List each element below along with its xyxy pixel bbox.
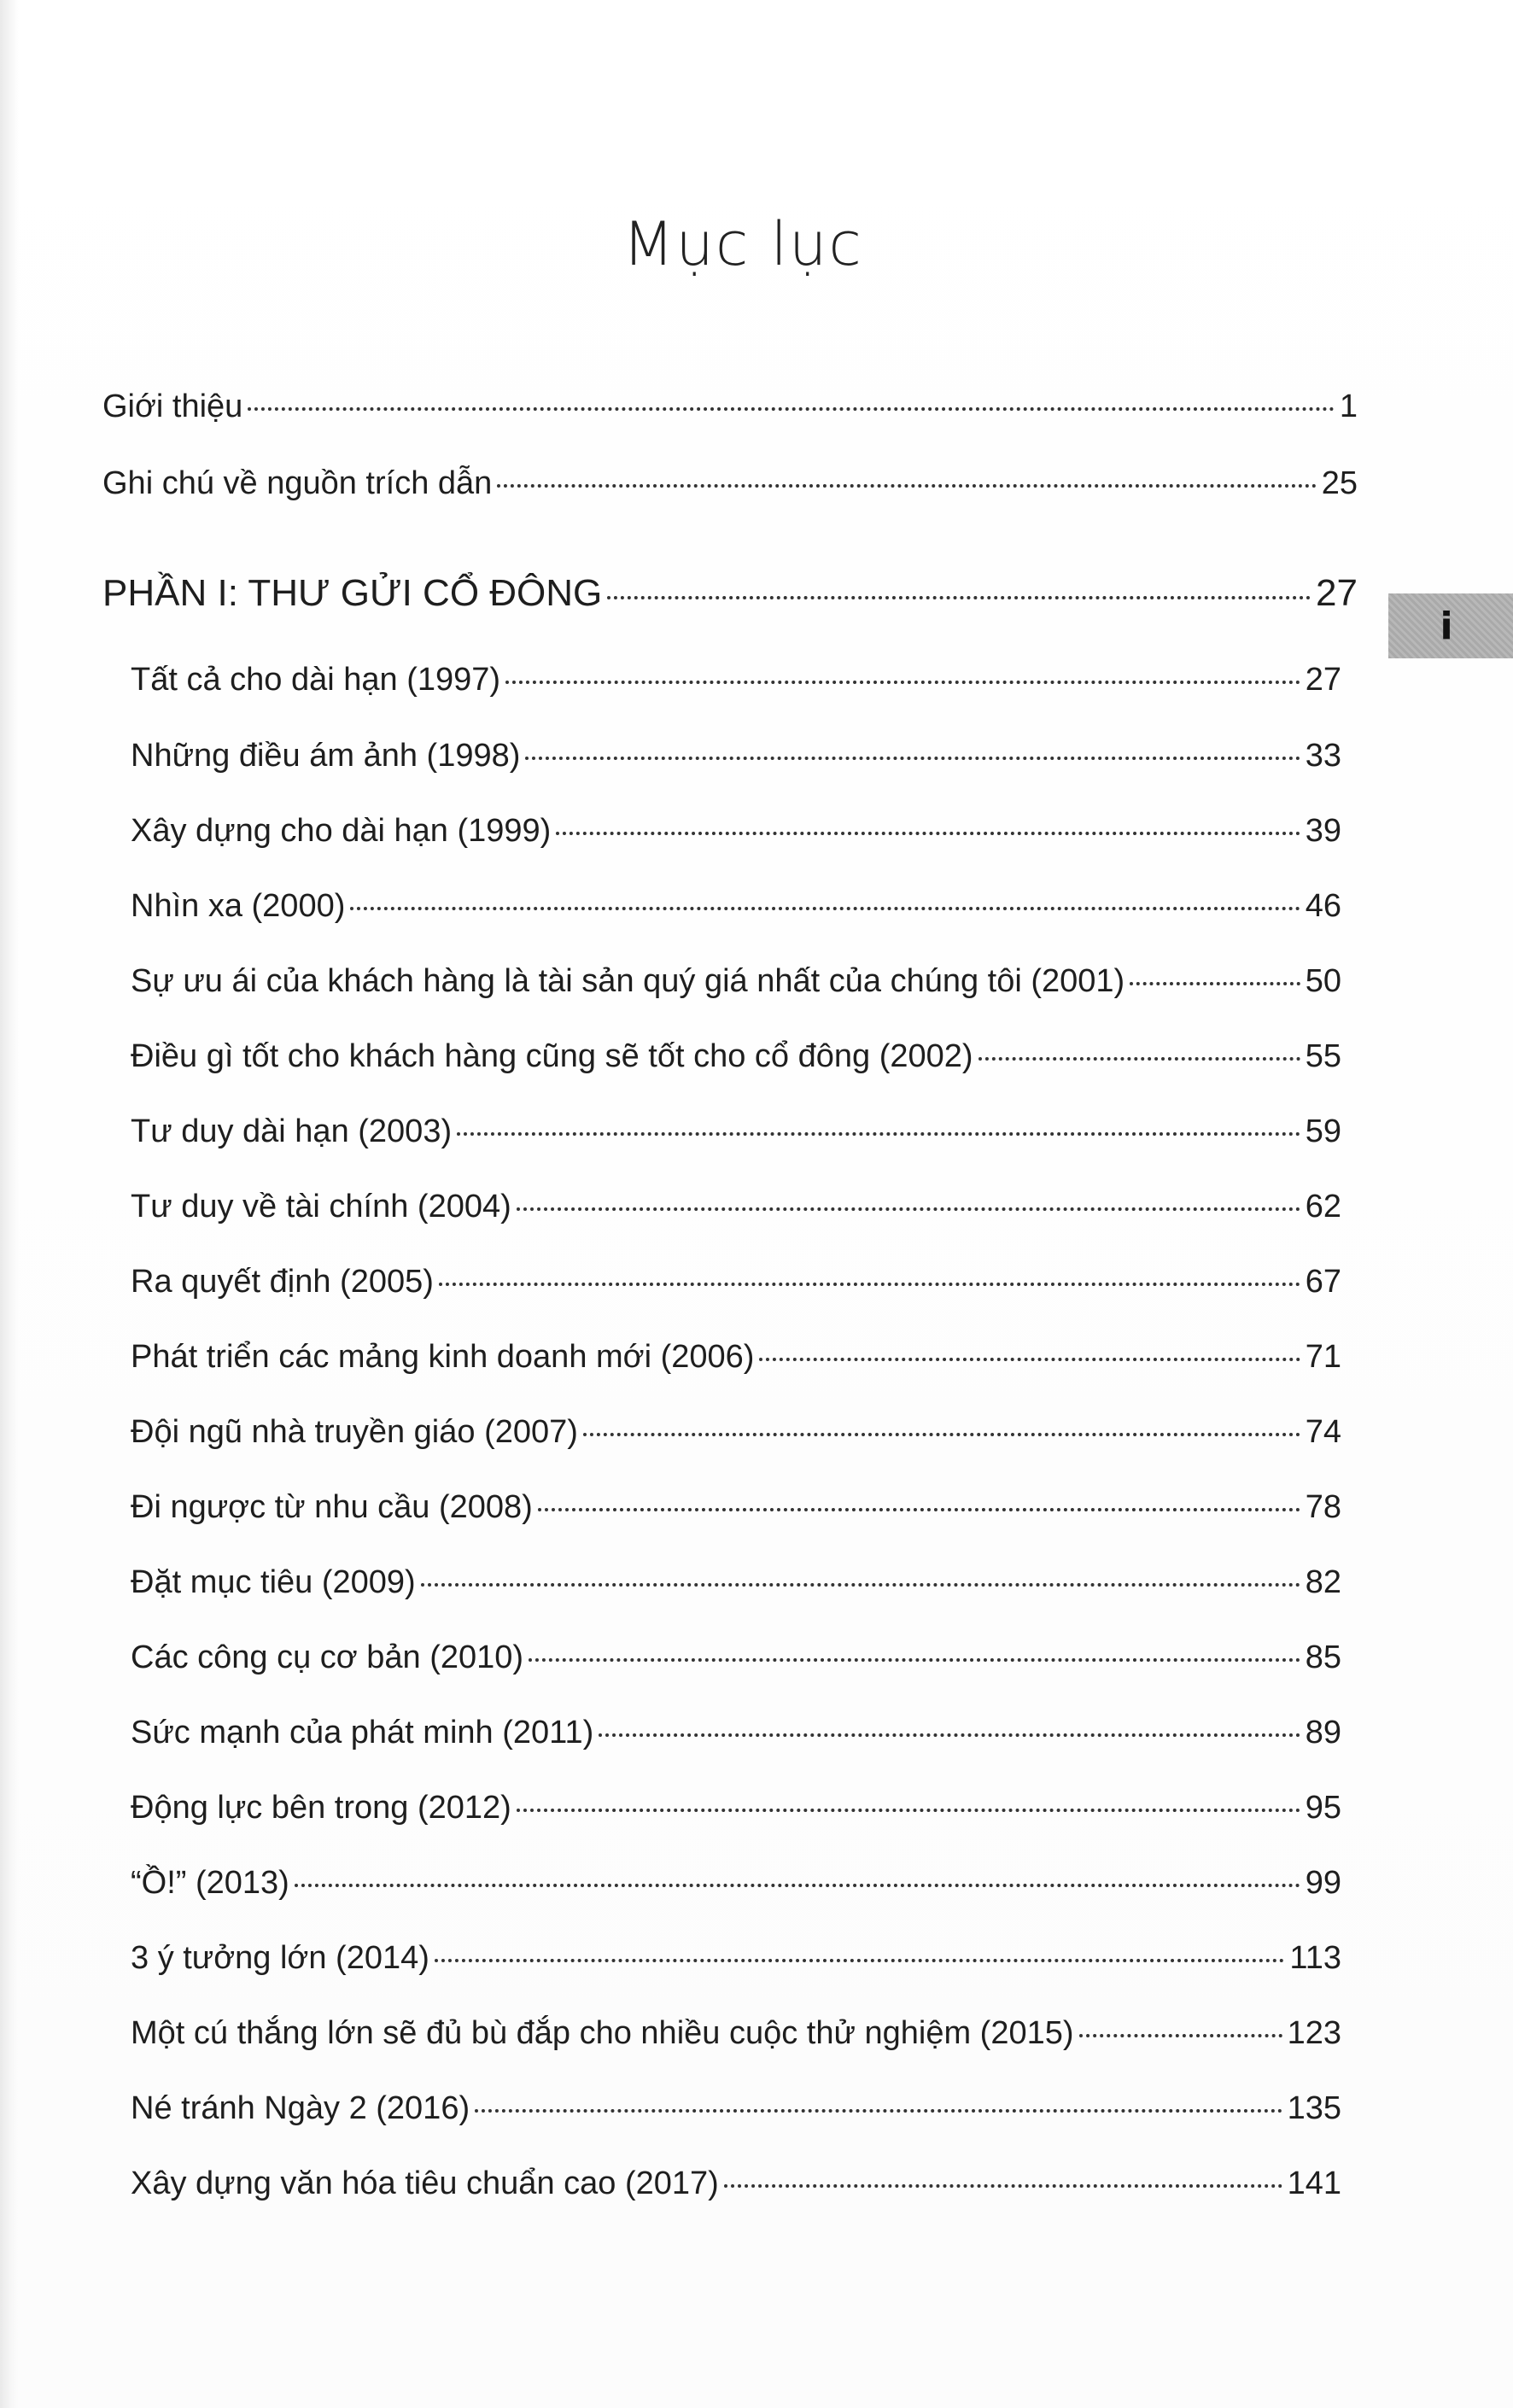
page-title: Mục lục — [622, 209, 863, 279]
toc-part-label: PHẦN I: THƯ GỬI CỔ ĐÔNG — [102, 572, 603, 614]
toc-entry[interactable] — [131, 1189, 1341, 1225]
toc-page-number: 95 — [1305, 1790, 1341, 1826]
toc-page-number: 89 — [1305, 1715, 1341, 1750]
dot-leader — [529, 1658, 1300, 1662]
toc-part-heading[interactable] — [102, 572, 1358, 615]
toc-entry[interactable] — [131, 888, 1341, 925]
toc-page-number: 1 — [1339, 389, 1358, 424]
toc-entry[interactable] — [131, 1113, 1341, 1150]
dot-leader — [435, 1959, 1285, 1962]
toc-page-number: 39 — [1305, 813, 1341, 849]
dot-leader — [517, 1809, 1300, 1812]
toc-page-number: 67 — [1305, 1264, 1341, 1300]
toc-entry[interactable] — [131, 738, 1341, 774]
toc-entry[interactable] — [131, 1865, 1341, 1902]
toc-entry-label: Tư duy dài hạn (2003) — [131, 1113, 453, 1149]
toc-entry-label: Các công cụ cơ bản (2010) — [131, 1639, 524, 1675]
toc-entry-label: Đội ngũ nhà truyền giáo (2007) — [131, 1414, 578, 1450]
dot-leader — [1130, 982, 1300, 985]
toc-page-number: 123 — [1287, 2015, 1341, 2051]
toc-entry-label: Né tránh Ngày 2 (2016) — [131, 2090, 470, 2126]
toc-entry-label: Đặt mục tiêu (2009) — [131, 1564, 416, 1600]
dot-leader — [457, 1132, 1300, 1136]
toc-page-number: 50 — [1305, 963, 1341, 999]
dot-leader — [607, 596, 1311, 599]
toc-entry-label: Phát triển các mảng kinh doanh mới (2006) — [131, 1339, 755, 1375]
dot-leader — [421, 1583, 1300, 1587]
toc-entry[interactable] — [131, 813, 1341, 850]
toc-entry-label: Điều gì tốt cho khách hàng cũng sẽ tốt cho cổ đông (2002) — [131, 1038, 973, 1074]
toc-page-number: 46 — [1305, 888, 1341, 924]
toc-entry[interactable] — [131, 1264, 1341, 1300]
toc-page-number: 85 — [1305, 1639, 1341, 1675]
dot-leader — [724, 2184, 1282, 2188]
dot-leader — [439, 1283, 1300, 1286]
toc-entry[interactable] — [131, 662, 1341, 698]
dot-leader — [583, 1433, 1300, 1436]
toc-page-number: 113 — [1289, 1940, 1341, 1976]
dot-leader — [1079, 2034, 1282, 2037]
dot-leader — [350, 907, 1300, 910]
toc-entry[interactable] — [131, 1414, 1341, 1451]
toc-entry-label: Sức mạnh của phát minh (2011) — [131, 1715, 594, 1750]
toc-page-number: 74 — [1305, 1414, 1341, 1450]
dot-leader — [978, 1057, 1300, 1061]
toc-page-number: 27 — [1316, 572, 1358, 614]
toc-page-number: 33 — [1305, 738, 1341, 774]
toc-entry[interactable] — [131, 1715, 1341, 1751]
dot-leader — [556, 832, 1300, 835]
dot-leader — [517, 1207, 1300, 1211]
toc-page-number: 55 — [1305, 1038, 1341, 1074]
dot-leader — [505, 681, 1300, 684]
toc-entry[interactable] — [131, 1038, 1341, 1075]
toc-entry[interactable] — [131, 1639, 1341, 1676]
toc-entry[interactable] — [131, 1790, 1341, 1826]
toc-entry[interactable] — [131, 1339, 1341, 1376]
toc-page-number: 141 — [1287, 2165, 1341, 2201]
toc-page-number: 62 — [1305, 1189, 1341, 1224]
toc-page-number: 27 — [1305, 662, 1341, 698]
toc-entry-label: Tư duy về tài chính (2004) — [131, 1189, 511, 1224]
toc-entry[interactable] — [131, 2090, 1341, 2127]
dot-leader — [525, 757, 1300, 760]
toc-entry[interactable] — [131, 2015, 1341, 2052]
toc-entry-introduction[interactable] — [102, 389, 1358, 425]
page-edge-shadow — [0, 0, 19, 2408]
toc-entry-label: Sự ưu ái của khách hàng là tài sản quý giá nhất của chúng tôi (2001) — [131, 963, 1125, 999]
toc-entry-label: Ra quyết định (2005) — [131, 1264, 434, 1300]
toc-entry-label: Xây dựng cho dài hạn (1999) — [131, 813, 552, 849]
toc-page-number: 99 — [1305, 1865, 1341, 1901]
dot-leader — [497, 484, 1316, 488]
toc-entry-label: Tất cả cho dài hạn (1997) — [131, 662, 501, 698]
toc-entry[interactable] — [131, 1940, 1341, 1977]
toc-entry-label: Nhìn xa (2000) — [131, 888, 346, 924]
dot-leader — [475, 2109, 1282, 2113]
dot-leader — [248, 407, 1335, 411]
toc-entry[interactable] — [131, 2165, 1341, 2202]
toc-entry-label: Những điều ám ảnh (1998) — [131, 738, 521, 774]
toc-entry-citation-notes[interactable] — [102, 465, 1358, 502]
toc-entry-label: Một cú thắng lớn sẽ đủ bù đắp cho nhiều cuộc thử nghiệm (2015) — [131, 2015, 1074, 2051]
dot-leader — [599, 1733, 1300, 1737]
toc-entry-label: Giới thiệu — [102, 389, 243, 424]
toc-entry-label: “Ồ!” (2013) — [131, 1865, 289, 1901]
toc-entry[interactable] — [131, 1489, 1341, 1526]
toc-entry-label: 3 ý tưởng lớn (2014) — [131, 1940, 429, 1976]
toc-entry[interactable] — [131, 1564, 1341, 1601]
toc-page-number: 82 — [1305, 1564, 1341, 1600]
toc-page-number: 59 — [1305, 1113, 1341, 1149]
section-tab-label: i — [1440, 604, 1453, 648]
toc-entry-label: Động lực bên trong (2012) — [131, 1790, 511, 1826]
toc-page-number: 71 — [1305, 1339, 1341, 1375]
dot-leader — [759, 1358, 1300, 1361]
toc-entry[interactable] — [131, 963, 1341, 1000]
section-tab-marker — [1388, 593, 1513, 658]
toc-entry-label: Ghi chú về nguồn trích dẫn — [102, 465, 493, 501]
toc-entry-label: Xây dựng văn hóa tiêu chuẩn cao (2017) — [131, 2165, 719, 2201]
dot-leader — [295, 1884, 1300, 1887]
toc-page-number: 78 — [1305, 1489, 1341, 1525]
dot-leader — [538, 1508, 1300, 1511]
toc-page-number: 135 — [1287, 2090, 1341, 2126]
toc-page-number: 25 — [1321, 465, 1358, 501]
toc-entry-label: Đi ngược từ nhu cầu (2008) — [131, 1489, 533, 1525]
